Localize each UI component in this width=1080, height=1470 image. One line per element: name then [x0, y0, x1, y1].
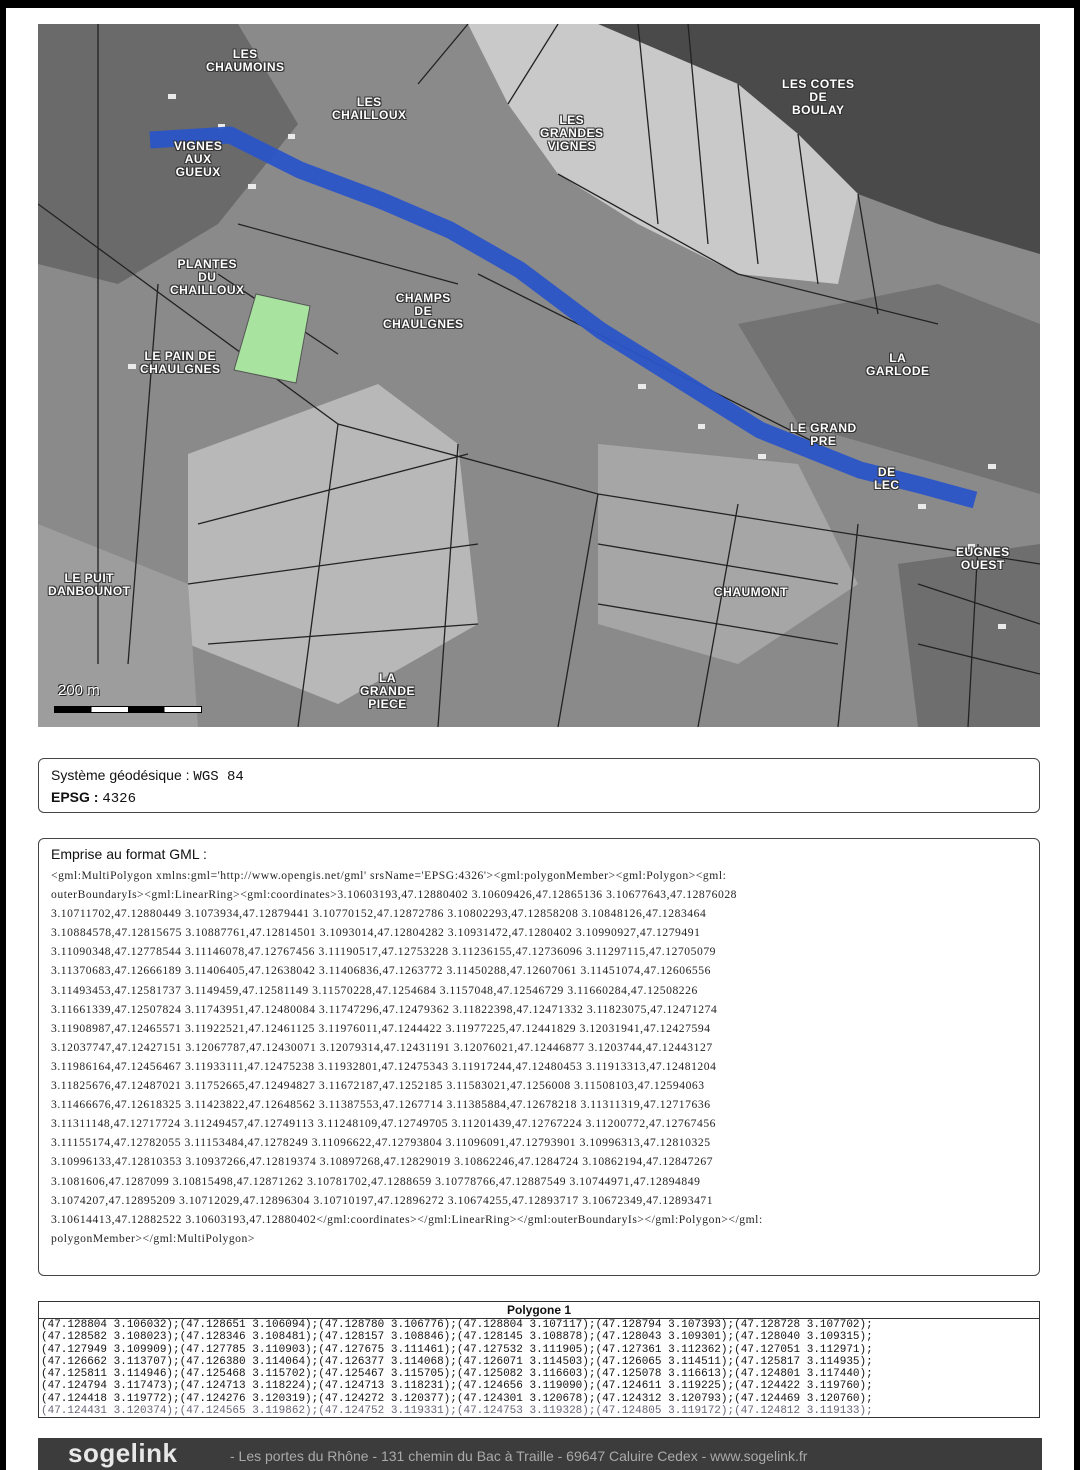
gml-line: 3.11986164,47.12456467 3.11933111,47.12475238 3.11932801,47.12475343 3.11917244,47.12480453 3.11913313,47.12481204 [51, 1059, 717, 1073]
epsg-label: EPSG : [51, 789, 99, 805]
map-label: LE GRAND PRE [790, 421, 857, 448]
gml-line: 3.1081606,47.1287099 3.10815498,47.12871262 3.10781702,47.1288659 3.10778766,47.12887549 3.10744971,47.12894849 [51, 1174, 701, 1188]
map-label: LE PAIN DE CHAULGNES [140, 349, 221, 376]
gml-line: 3.10996133,47.12810353 3.10937266,47.12819374 3.10897268,47.12829019 3.10862246,47.1284724 3.10862194,47.12847267 [51, 1155, 714, 1169]
gml-line: 3.11155174,47.12782055 3.11153484,47.1278249 3.11096622,47.12793804 3.11096091,47.12793901 3.10996313,47.12810325 [51, 1136, 711, 1150]
gml-line: 3.11908987,47.12465571 3.11922521,47.12461125 3.11976011,47.1244422 3.11977225,47.12441829 3.12031941,47.12427594 [51, 1021, 711, 1035]
gml-line: 3.10884578,47.12815675 3.10887761,47.12814501 3.1093014,47.12804282 3.10931472,47.1280402 3.10990927,47.1279491 [51, 926, 701, 940]
table-row: (47.128804 3.106032);(47.128651 3.106094);(47.128780 3.106776);(47.128804 3.107117);(47.128794 3.107393);(47.128728 3.107702); [41, 1319, 873, 1331]
map-label: VIGNES AUX GUEUX [174, 139, 223, 179]
map-label: LA GARLODE [866, 351, 930, 378]
gml-line: 3.11311148,47.12717724 3.11249457,47.12749113 3.11248109,47.12749705 3.11201439,47.12767224 3.11200772,47.12767456 [51, 1117, 717, 1131]
gml-line: 3.10614413,47.12882522 3.10603193,47.12880402</gml:coordinates></gml:LinearRing></gml:outerBoundaryIs></gml:Polygon></gml: [51, 1212, 763, 1226]
gml-text[interactable] [51, 866, 1027, 1248]
table-row: (47.127949 3.109909);(47.127785 3.110903);(47.127675 3.111461);(47.127532 3.111905);(47.127361 3.112362);(47.127051 3.112971); [41, 1343, 873, 1356]
geodesy-system-label: Système géodésique : [51, 767, 190, 783]
map-label: EUGNES OUEST [956, 545, 1010, 572]
map-label: LES CHAILLOUX [332, 95, 407, 122]
map-label: LES GRANDES VIGNES [540, 113, 604, 153]
table-row: (47.124794 3.117473);(47.124713 3.118224);(47.124713 3.118231);(47.124656 3.119090);(47.124611 3.119225);(47.124422 3.119760); [41, 1380, 873, 1393]
map-label: CHAMPS DE CHAULGNES [383, 291, 464, 331]
map-label: LES COTES DE BOULAY [782, 77, 855, 117]
gml-line: 3.10711702,47.12880449 3.1073934,47.12879441 3.10770152,47.12872786 3.10802293,47.12858208 3.10848126,47.1283464 [51, 907, 707, 921]
sogelink-logo: sogelink [68, 1438, 178, 1468]
map-label: LA GRANDE PIECE [360, 671, 416, 711]
gml-line: 3.11466676,47.12618325 3.11423822,47.12648562 3.11387553,47.1267714 3.11385884,47.12678218 3.11311319,47.12717636 [51, 1098, 711, 1112]
scale-label: 200 m [58, 682, 100, 699]
table-row: (47.124418 3.119772);(47.124276 3.120319);(47.124272 3.120377);(47.124301 3.120678);(47.124312 3.120793);(47.124469 3.120760); [41, 1392, 873, 1405]
footer-address: - Les portes du Rhône - 131 chemin du Bac à Traille - 69647 Caluire Cedex - www.sogelink.fr [230, 1448, 808, 1464]
gml-line: polygonMember></gml:MultiPolygon> [51, 1231, 255, 1245]
map-label: CHAUMONT [714, 585, 788, 599]
gml-line: outerBoundaryIs><gml:LinearRing><gml:coordinates>3.10603193,47.12880402 3.10609426,47.12865136 3.10677643,47.12876028 [51, 888, 738, 902]
geodesy-system-value: WGS 84 [193, 769, 244, 785]
footer-band [38, 1438, 1042, 1470]
polygon-coordinates-table [38, 1301, 1040, 1418]
table-row: (47.125811 3.114946);(47.125468 3.115702);(47.125467 3.115705);(47.125082 3.116603);(47.125078 3.116613);(47.124801 3.117440); [41, 1368, 873, 1381]
epsg-value: 4326 [102, 791, 136, 807]
gml-line: 3.11370683,47.12666189 3.11406405,47.12638042 3.11406836,47.1263772 3.11450288,47.12607061 3.11451074,47.12606556 [51, 964, 711, 978]
map-label: LES CHAUMOINS [206, 47, 285, 74]
table-header: Polygone 1 [39, 1302, 1039, 1319]
gml-line: 3.11661339,47.12507824 3.11743951,47.12480084 3.11747296,47.12479362 3.11822398,47.12471332 3.11823075,47.12471274 [51, 1002, 718, 1016]
gml-title: Emprise au format GML : [51, 846, 207, 862]
scale-indicator [52, 682, 202, 722]
table-row: (47.126662 3.113707);(47.126380 3.114064);(47.126377 3.114068);(47.126071 3.114503);(47.126065 3.114511);(47.125817 3.114935); [41, 1355, 873, 1368]
table-row: (47.128582 3.108023);(47.128346 3.108481);(47.128157 3.108846);(47.128145 3.108878);(47.128043 3.109301);(47.128040 3.109315); [41, 1331, 873, 1344]
gml-line: 3.11825676,47.12487021 3.11752665,47.12494827 3.11672187,47.1252185 3.11583021,47.1256008 3.11508103,47.12594063 [51, 1079, 705, 1093]
table-row: (47.124431 3.120374);(47.124565 3.119862);(47.124752 3.119331);(47.124753 3.119328);(47.124805 3.119172);(47.124812 3.119133); [41, 1405, 873, 1418]
geodesy-info-box [38, 758, 1040, 813]
scale-bar-graphic [54, 706, 202, 713]
geodesy-system-row [51, 765, 1027, 787]
gml-box [38, 838, 1040, 1276]
gml-line: 3.1074207,47.12895209 3.10712029,47.12896304 3.10710197,47.12896272 3.10674255,47.12893717 3.10672349,47.12893471 [51, 1193, 714, 1207]
gml-line: 3.11493453,47.12581737 3.1149459,47.12581149 3.11570228,47.1254684 3.1157048,47.12546729 3.11660284,47.12508226 [51, 983, 698, 997]
gml-line: <gml:MultiPolygon xmlns:gml='http://www.opengis.net/gml' srsName='EPSG:4326'><gml:polygonMember><gml:Polygon><gml: [51, 869, 727, 882]
map-label: PLANTES DU CHAILLOUX [170, 257, 245, 297]
map-label: DE LEC [874, 465, 900, 492]
gml-line: 3.12037747,47.12427151 3.12067787,47.12430071 3.12079314,47.12431191 3.12076021,47.12446877 3.1203744,47.12443127 [51, 1040, 713, 1054]
aerial-map[interactable] [38, 24, 1040, 727]
gml-line: 3.11090348,47.12778544 3.11146078,47.12767456 3.11190517,47.12753228 3.11236155,47.12736096 3.11297115,47.12705079 [51, 945, 717, 959]
epsg-row [51, 787, 1027, 809]
map-label: LE PUIT DANBOUNOT [48, 571, 131, 598]
